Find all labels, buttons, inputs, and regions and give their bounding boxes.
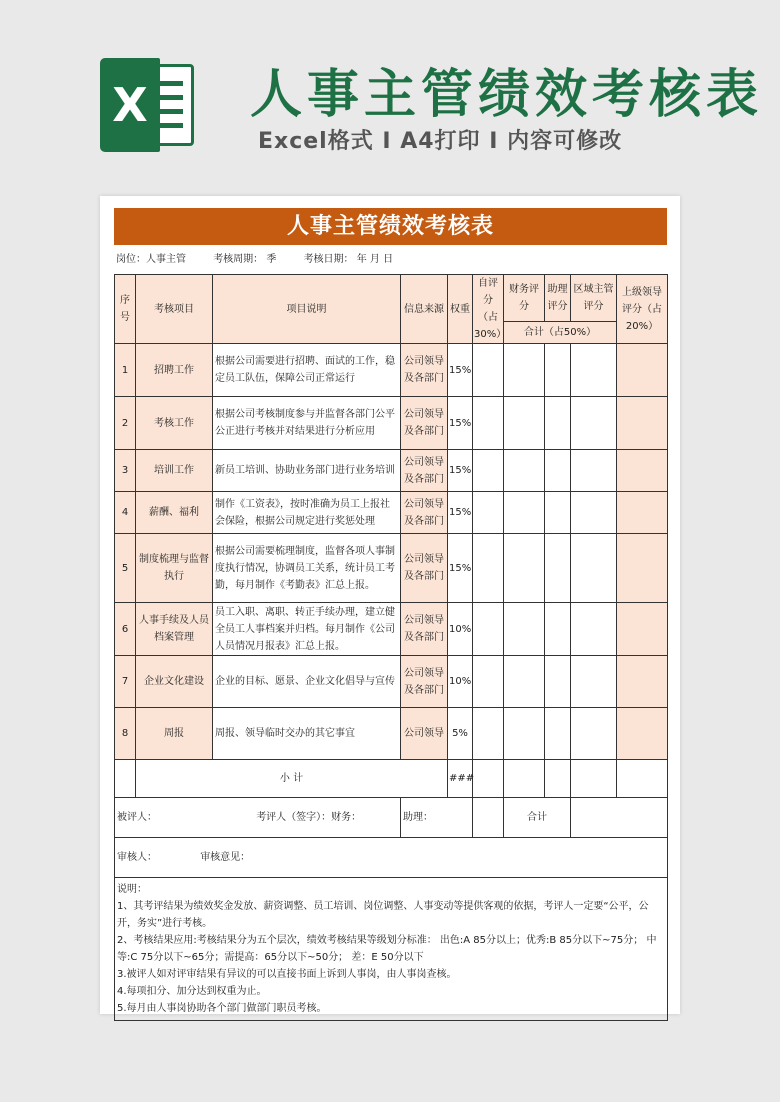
assistant-sign-label: 助理： — [403, 812, 433, 823]
row-no: 1 — [115, 344, 136, 397]
regional-score-cell[interactable] — [571, 534, 617, 603]
col-header-assistant: 助理评分 — [545, 275, 571, 322]
table-row — [115, 344, 668, 397]
evaluation-table — [114, 274, 668, 1021]
self-score-cell[interactable] — [473, 344, 504, 397]
assistant-score-cell[interactable] — [545, 656, 571, 708]
finance-score-cell[interactable] — [504, 656, 545, 708]
date-field: 考核日期： 年 月 日 — [303, 254, 394, 265]
regional-score-cell[interactable] — [571, 344, 617, 397]
col-header-item: 考核项目 — [136, 275, 213, 344]
evaluee-field[interactable] — [115, 798, 401, 838]
row-source: 公司领导 — [401, 708, 448, 760]
row-weight: 15% — [448, 450, 473, 492]
row-desc: 根据公司需要梳理制度，监督各项人事制度执行情况，协调员工关系，统计员工考勤，每月制作《考勤表》汇总上报。 — [213, 534, 401, 603]
finance-score-cell[interactable] — [504, 603, 545, 656]
finance-score-cell[interactable] — [504, 708, 545, 760]
notes-row — [115, 878, 668, 1021]
self-score-cell[interactable] — [473, 397, 504, 450]
evaluee-label: 被评人： — [117, 812, 157, 823]
total-label: 合计 — [504, 798, 571, 838]
signature-row — [115, 798, 668, 838]
col-header-no: 序号 — [115, 275, 136, 344]
row-weight: 10% — [448, 603, 473, 656]
regional-score-cell[interactable] — [571, 397, 617, 450]
row-item: 周报 — [136, 708, 213, 760]
notes-block — [115, 878, 668, 1021]
row-no: 8 — [115, 708, 136, 760]
finance-score-cell[interactable] — [504, 534, 545, 603]
superior-score-cell[interactable] — [617, 603, 668, 656]
assistant-score-cell[interactable] — [545, 534, 571, 603]
row-no: 6 — [115, 603, 136, 656]
col-header-weight: 权重 — [448, 275, 473, 344]
review-row — [115, 838, 668, 878]
row-no: 3 — [115, 450, 136, 492]
subtotal-superior-cell[interactable] — [617, 760, 668, 798]
row-weight: 15% — [448, 344, 473, 397]
row-source: 公司领导及各部门 — [401, 534, 448, 603]
note-line: 4.每项扣分、加分达到权重为止。 — [117, 986, 267, 997]
row-source: 公司领导及各部门 — [401, 344, 448, 397]
row-item: 培训工作 — [136, 450, 213, 492]
regional-score-cell[interactable] — [571, 450, 617, 492]
reviewer-label: 审核人： — [117, 852, 157, 863]
sheet-title-banner: 人事主管绩效考核表 — [114, 208, 667, 245]
row-desc: 周报、领导临时交办的其它事宜 — [213, 708, 401, 760]
finance-score-cell[interactable] — [504, 492, 545, 534]
position-field: 岗位：人事主管 — [116, 254, 186, 265]
subtotal-weight: ### — [448, 760, 473, 798]
assistant-sign-field[interactable] — [401, 798, 473, 838]
logo-letter: X — [100, 58, 160, 152]
row-desc: 根据公司需要进行招聘、面试的工作，稳定员工队伍，保障公司正常运行 — [213, 344, 401, 397]
row-desc: 新员工培训、协助业务部门进行业务培训 — [213, 450, 401, 492]
assistant-score-cell[interactable] — [545, 708, 571, 760]
note-line: 5.每月由人事岗协助各个部门做部门职员考核。 — [117, 1003, 327, 1014]
row-weight: 15% — [448, 397, 473, 450]
subtotal-regional-cell[interactable] — [571, 760, 617, 798]
table-row — [115, 534, 668, 603]
row-item: 薪酬、福利 — [136, 492, 213, 534]
row-source: 公司领导及各部门 — [401, 492, 448, 534]
superior-score-cell[interactable] — [617, 534, 668, 603]
row-desc: 员工入职、离职、转正手续办理，建立健全员工人事档案并归档。每月制作《公司人员情况月报表》汇总上报。 — [213, 603, 401, 656]
row-weight: 5% — [448, 708, 473, 760]
table-row — [115, 450, 668, 492]
assistant-score-cell[interactable] — [545, 344, 571, 397]
assistant-score-cell[interactable] — [545, 397, 571, 450]
self-score-cell[interactable] — [473, 450, 504, 492]
self-score-cell[interactable] — [473, 656, 504, 708]
finance-score-cell[interactable] — [504, 450, 545, 492]
subtotal-row — [115, 760, 668, 798]
row-item: 招聘工作 — [136, 344, 213, 397]
table-row — [115, 708, 668, 760]
row-item: 制度梳理与监督执行 — [136, 534, 213, 603]
notes-title: 说明： — [117, 884, 147, 895]
self-score-cell[interactable] — [473, 534, 504, 603]
row-source: 公司领导及各部门 — [401, 450, 448, 492]
document-page — [100, 196, 680, 1014]
table-row — [115, 397, 668, 450]
superior-score-cell[interactable] — [617, 450, 668, 492]
row-no: 4 — [115, 492, 136, 534]
row-no: 5 — [115, 534, 136, 603]
row-desc: 制作《工资表》，按时准确为员工上报社会保险，根据公司规定进行奖惩处理 — [213, 492, 401, 534]
col-header-self: 自评分（占30%） — [473, 275, 504, 344]
row-weight: 15% — [448, 534, 473, 603]
note-line: 3.被评人如对评审结果有异议的可以直接书面上诉到人事岗，由人事岗查核。 — [117, 969, 457, 980]
col-header-subtotal: 合计（占50%） — [504, 322, 617, 344]
finance-score-cell[interactable] — [504, 397, 545, 450]
row-weight: 15% — [448, 492, 473, 534]
period-field: 考核周期： 季 — [213, 254, 277, 265]
superior-score-cell[interactable] — [617, 656, 668, 708]
table-row — [115, 492, 668, 534]
self-score-cell[interactable] — [473, 708, 504, 760]
evaluation-sheet — [114, 208, 667, 1021]
row-source: 公司领导及各部门 — [401, 656, 448, 708]
col-header-regional: 区域主管评分 — [571, 275, 617, 322]
row-no: 2 — [115, 397, 136, 450]
assistant-score-cell[interactable] — [545, 492, 571, 534]
subtotal-self-cell[interactable] — [473, 760, 504, 798]
row-desc: 企业的目标、愿景、企业文化倡导与宣传 — [213, 656, 401, 708]
review-opinion-label: 审核意见： — [200, 852, 251, 863]
regional-score-cell[interactable] — [571, 603, 617, 656]
row-item: 考核工作 — [136, 397, 213, 450]
assistant-score-cell[interactable] — [545, 603, 571, 656]
assistant-score-cell[interactable] — [545, 450, 571, 492]
evaluator-label: 考评人（签字）：财务： — [256, 812, 362, 823]
superior-score-cell[interactable] — [617, 708, 668, 760]
regional-score-cell[interactable] — [571, 492, 617, 534]
row-item: 人事手续及人员档案管理 — [136, 603, 213, 656]
total-value-cell[interactable] — [571, 798, 668, 838]
subtotal-label: 小 计 — [136, 760, 448, 798]
superior-score-cell[interactable] — [617, 492, 668, 534]
page-title: 人事主管绩效考核表 — [250, 65, 764, 125]
row-item: 企业文化建设 — [136, 656, 213, 708]
subtotal-finance-cell[interactable] — [504, 760, 545, 798]
regional-score-cell[interactable] — [571, 708, 617, 760]
table-row — [115, 603, 668, 656]
note-line: 1、其考评结果为绩效奖金发放、薪资调整、员工培训、岗位调整、人事变动等提供客观的依据，考评人一定要“公平，公开，务实”进行考核。 — [117, 901, 649, 929]
col-header-source: 信息来源 — [401, 275, 448, 344]
row-desc: 根据公司考核制度参与并监督各部门公平公正进行考核并对结果进行分析应用 — [213, 397, 401, 450]
excel-logo-icon — [100, 58, 194, 152]
finance-score-cell[interactable] — [504, 344, 545, 397]
row-source: 公司领导及各部门 — [401, 397, 448, 450]
superior-score-cell[interactable] — [617, 344, 668, 397]
regional-score-cell[interactable] — [571, 656, 617, 708]
self-score-cell[interactable] — [473, 603, 504, 656]
page-subtitle: Excel格式 I A4打印 I 内容可修改 — [258, 129, 623, 154]
row-no: 7 — [115, 656, 136, 708]
col-header-finance: 财务评分 — [504, 275, 545, 322]
row-weight: 10% — [448, 656, 473, 708]
superior-score-cell[interactable] — [617, 397, 668, 450]
row-source: 公司领导及各部门 — [401, 603, 448, 656]
subtotal-assistant-cell[interactable] — [545, 760, 571, 798]
note-line: 2、考核结果应用:考核结果分为五个层次，绩效考核结果等级划分标准： 出色:A 85分以上；优秀:B 85分以下~75分； 中等:C 75分以下~65分；需提高：65分以下~50分； 差：E 50分以下 — [117, 935, 657, 963]
col-header-superior: 上级领导评分（占20%） — [617, 275, 668, 344]
review-field[interactable] — [115, 838, 668, 878]
col-header-desc: 项目说明 — [213, 275, 401, 344]
self-score-cell[interactable] — [473, 492, 504, 534]
info-line — [114, 245, 667, 274]
table-row — [115, 656, 668, 708]
